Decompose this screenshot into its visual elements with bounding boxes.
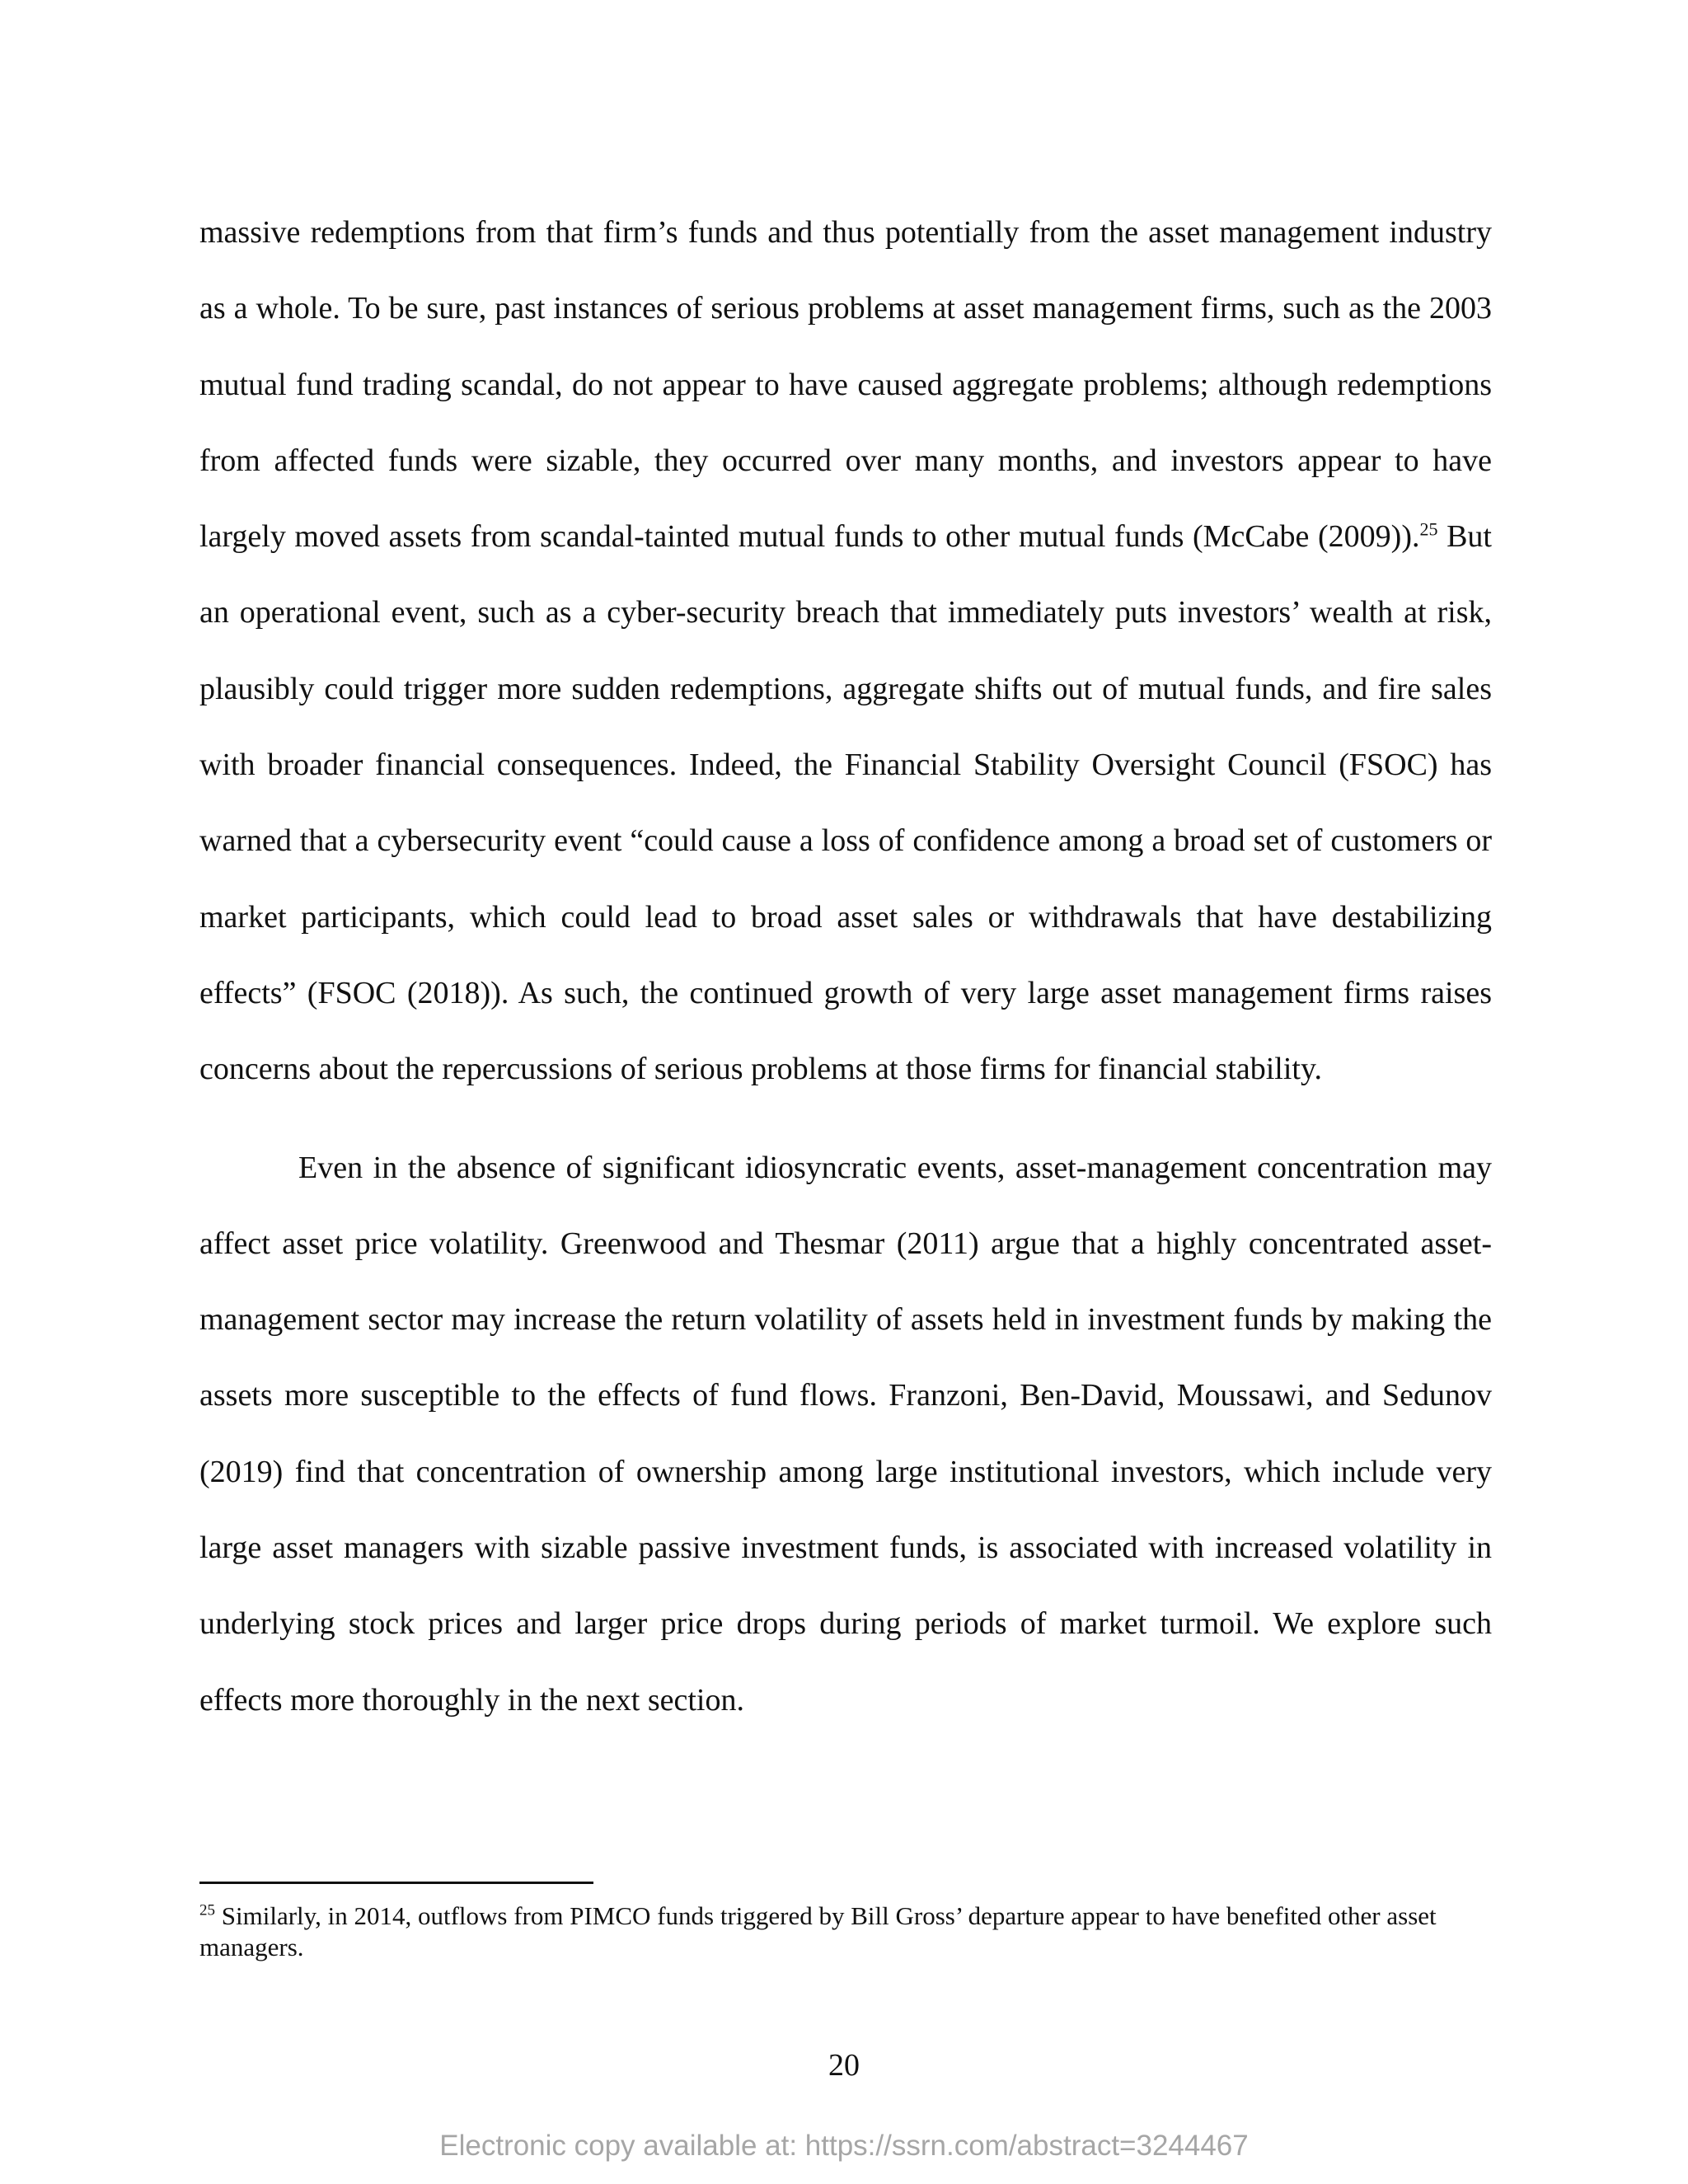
paragraph-1: [199, 194, 1492, 1108]
footnote-reference-25[interactable]: 25: [1419, 518, 1438, 540]
ssrn-download-notice: Electronic copy available at: https://ssrn.com/abstract=3244467: [439, 2130, 1249, 2162]
footnote-marker: 25: [199, 1901, 215, 1919]
footnote-text: Similarly, in 2014, outflows from PIMCO funds triggered by Bill Gross’ departure appear to have benefited other asset managers.: [199, 1901, 1437, 1961]
paragraph-2: [199, 1130, 1492, 1738]
paragraph-1-text-part2: But an operational event, such as a cyber-security breach that immediately puts investors’ wealth at risk, plausibly could trigger more sudden redemptions, aggregate shifts out of mutual funds, and fire sales with broader financial consequences. Indeed, the Financial Stability Oversight Council (FSOC) has warned that a cybersecurity event “could cause a loss of confidence among a broad set of customers or market participants, which could lead to broad asset sales or withdrawals that have destabilizing effects” (FSOC (2018)). As such, the continued growth of very large asset management firms raises concerns about the repercussions of serious problems at those firms for financial stability.: [199, 519, 1492, 1087]
footnote-separator: [199, 1882, 593, 1884]
body-text: [199, 194, 1492, 1738]
footnote-25: [199, 1900, 1485, 1963]
paragraph-2-text: Even in the absence of significant idiosyncratic events, asset-management concentration may affect asset price volatility. Greenwood and Thesmar (2011) argue that a highly concentrated asset-management sector may increase the return volatility of assets held in investment funds by making the assets more susceptible to the effects of fund flows. Franzoni, Ben-David, Moussawi, and Sedunov (2019) find that concentration of ownership among large institutional investors, which include very large asset managers with sizable passive investment funds, is associated with increased volatility in underlying stock prices and larger price drops during periods of market turmoil. We explore such effects more thoroughly in the next section.: [199, 1150, 1492, 1718]
page-number: 20: [828, 2048, 860, 2083]
paragraph-1-text-part1: massive redemptions from that firm’s funds and thus potentially from the asset management industry as a whole. To be sure, past instances of serious problems at asset management firms, such as the 2003 mutual fund trading scandal, do not appear to have caused aggregate problems; although redemptions from affected funds were sizable, they occurred over many months, and investors appear to have largely moved assets from scandal-tainted mutual funds to other mutual funds (McCabe (2009)).: [199, 215, 1492, 555]
